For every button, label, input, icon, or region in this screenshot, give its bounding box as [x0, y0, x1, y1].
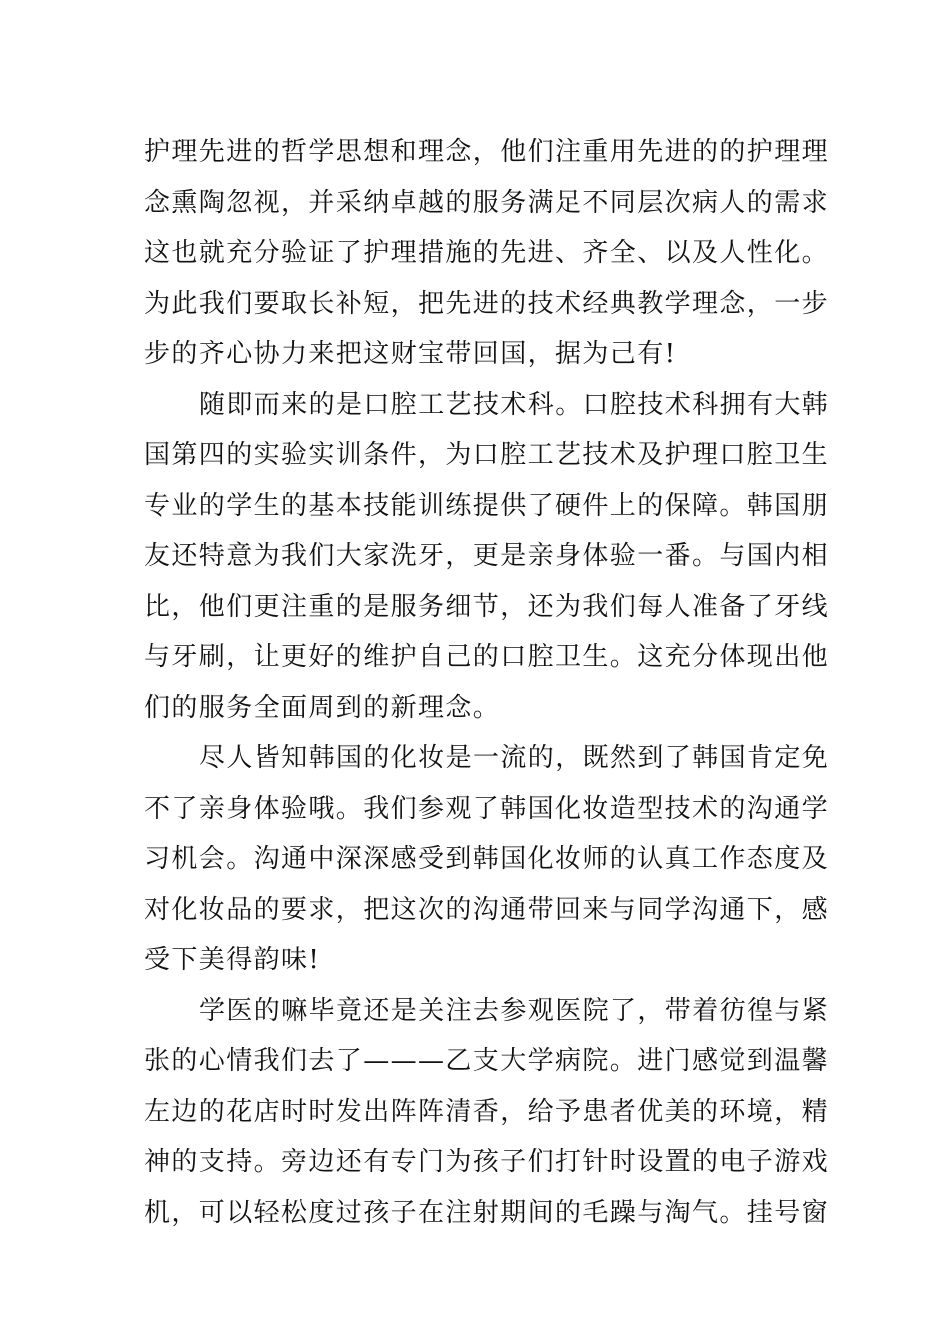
text-line: 护理先进的哲学思想和理念，他们注重用先进的的护理理 — [144, 137, 830, 167]
paragraph-first-line: 学医的嘛毕竟还是关注去参观医院了，带着彷徨与紧 — [199, 995, 830, 1026]
text-line: 们的服务全面周到的新理念。 — [144, 692, 501, 723]
paragraph-first-line: 尽人皆知韩国的化妆是一流的，既然到了韩国肯定免 — [199, 743, 830, 773]
text-line: 不了亲身体验哦。我们参观了韩国化妆造型技术的沟通学 — [144, 793, 830, 824]
text-line: 比，他们更注重的是服务细节，还为我们每人准备了牙线 — [144, 591, 830, 622]
document-body — [144, 127, 830, 1238]
text-line: 张的心情我们去了———乙支大学病院。进门感觉到温馨 — [144, 1046, 830, 1076]
text-line: 友还特意为我们大家洗牙，更是亲身体验一番。与国内相 — [144, 541, 830, 571]
text-line: 机，可以轻松度过孩子在注射期间的毛躁与淘气。挂号窗 — [144, 1197, 830, 1228]
text-line: 与牙刷，让更好的维护自己的口腔卫生。这充分体现出他 — [144, 642, 830, 672]
text-line: 专业的学生的基本技能训练提供了硬件上的保障。韩国朋 — [144, 490, 830, 521]
text-line: 对化妆品的要求，把这次的沟通带回来与同学沟通下，感 — [144, 894, 830, 925]
text-line: 习机会。沟通中深深感受到韩国化妆师的认真工作态度及 — [144, 844, 830, 874]
text-line: 步的齐心协力来把这财宝带回国，据为己有! — [144, 339, 677, 369]
text-line: 受下美得韵味! — [144, 945, 321, 975]
text-line: 这也就充分验证了护理措施的先进、齐全、以及人性化。 — [144, 238, 830, 268]
text-line: 为此我们要取长补短，把先进的技术经典教学理念，一步 — [144, 288, 830, 319]
text-line: 神的支持。旁边还有专门为孩子们打针时设置的电子游戏 — [144, 1147, 830, 1177]
paragraph-first-line: 随即而来的是口腔工艺技术科。口腔技术科拥有大韩 — [199, 389, 830, 420]
text-line: 左边的花店时时发出阵阵清香，给予患者优美的环境，精 — [144, 1096, 830, 1127]
text-line: 念熏陶忽视，并采纳卓越的服务满足不同层次病人的需求 — [144, 187, 830, 218]
text-line: 国第四的实验实训条件，为口腔工艺技术及护理口腔卫生 — [144, 440, 830, 470]
